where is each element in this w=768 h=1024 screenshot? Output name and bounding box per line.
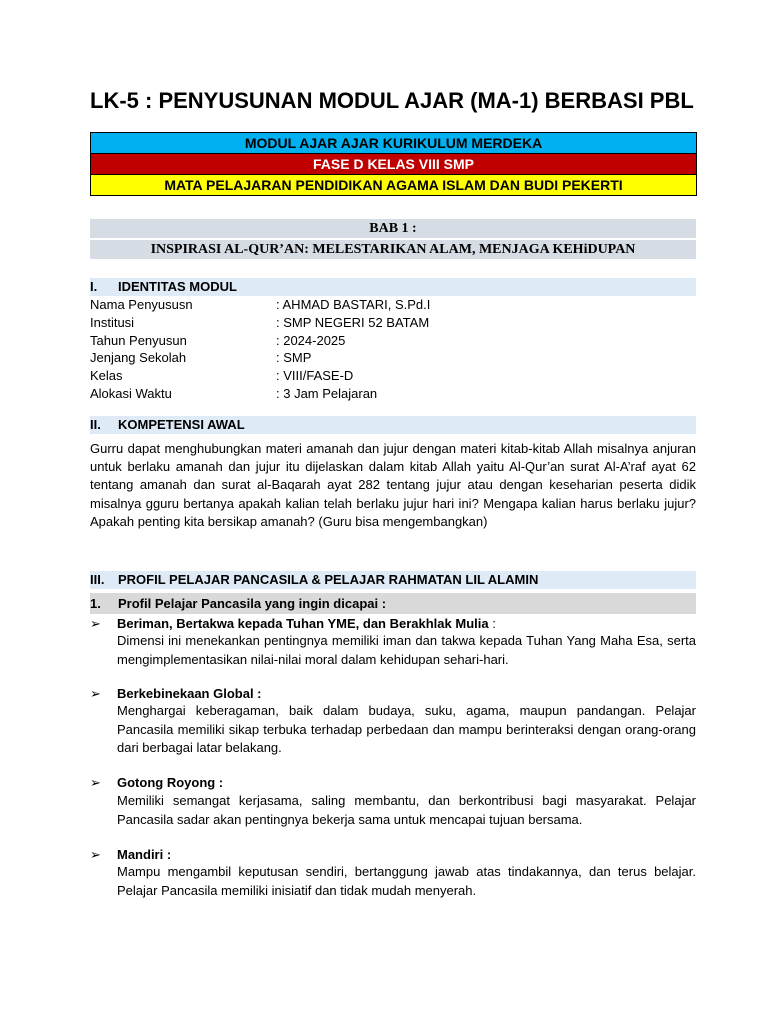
banner-mata-pelajaran: MATA PELAJARAN PENDIDIKAN AGAMA ISLAM DAN BUDI PEKERTI — [90, 174, 697, 196]
profil-item-label: Beriman, Bertakwa kepada Tuhan YME, dan Berakhlak Mulia — [117, 616, 489, 631]
identitas-value: : VIII/FASE-D — [276, 368, 354, 384]
identitas-key: Jenjang Sekolah — [90, 350, 187, 366]
banner-modul-ajar: MODUL AJAR AJAR KURIKULUM MERDEKA — [90, 132, 697, 153]
profil-item-title — [90, 774, 223, 792]
profil-item-title — [90, 615, 496, 633]
section-identitas-heading — [90, 278, 696, 296]
identitas-value: : SMP NEGERI 52 BATAM — [276, 314, 430, 330]
arrow-bullet-icon: ➢ — [90, 775, 101, 790]
profil-item-title — [90, 846, 171, 864]
section-title: PROFIL PELAJAR PANCASILA & PELAJAR RAHMATAN LIL ALAMIN — [118, 572, 539, 587]
identitas-table — [90, 296, 430, 403]
section-number: II. — [90, 417, 101, 432]
bab-number: BAB 1 : — [369, 221, 417, 236]
identitas-value: : SMP — [276, 350, 312, 366]
profil-item-colon: : — [488, 616, 496, 631]
arrow-bullet-icon: ➢ — [90, 686, 101, 701]
identitas-key: Nama Penyususn — [90, 297, 193, 312]
profil-item-label: Gotong Royong : — [117, 775, 224, 790]
identitas-value: : 2024-2025 — [276, 332, 346, 348]
identitas-key: Institusi — [90, 314, 135, 330]
profil-item-label: Berkebinekaan Global : — [117, 686, 262, 701]
bab-title: INSPIRASI AL-QUR’AN: MELESTARIKAN ALAM, MENJAGA KEHiDUPAN — [90, 238, 696, 259]
subsection-number: 1. — [90, 596, 101, 611]
profil-item-text: Mampu mengambil keputusan sendiri, bertanggung jawab atas tindakannya, dan terus belajar. Pelajar Pancasila memiliki inisiatif dan tidak mudah menyerah. — [117, 864, 696, 898]
identitas-row — [90, 349, 430, 367]
identitas-value: : AHMAD BASTARI, S.Pd.I — [276, 297, 431, 312]
identitas-row — [90, 296, 430, 314]
identitas-row — [90, 332, 430, 350]
subsection-profil-heading — [90, 593, 696, 614]
identitas-row — [90, 367, 430, 385]
bab-header — [90, 219, 696, 259]
identitas-row — [90, 385, 430, 403]
identitas-row — [90, 314, 430, 332]
identitas-value: : 3 Jam Pelajaran — [276, 385, 378, 401]
profil-item-label: Mandiri : — [117, 847, 172, 862]
profil-item-title — [90, 685, 262, 703]
arrow-bullet-icon: ➢ — [90, 616, 101, 631]
section-number: III. — [90, 572, 105, 587]
section-title: IDENTITAS MODUL — [118, 279, 237, 294]
identitas-key: Tahun Penyusun — [90, 332, 187, 348]
document-title: LK-5 : PENYUSUNAN MODUL AJAR (MA-1) BERBASI PBL — [90, 88, 694, 113]
section-profil-heading — [90, 571, 696, 589]
profil-item-text: Menghargai keberagaman, baik dalam budaya, suku, agama, maupun pandangan. Pelajar Pancasila memiliki sikap terbuka terhadap perbedaan dan mampu berinteraksi dengan orang-orang dari berbagai latar belakang. — [117, 703, 696, 755]
section-number: I. — [90, 279, 98, 294]
section-title: KOMPETENSI AWAL — [118, 417, 245, 432]
identitas-key: Kelas — [90, 368, 123, 384]
identitas-key: Alokasi Waktu — [90, 385, 172, 401]
banner-fase-kelas: FASE D KELAS VIII SMP — [90, 153, 697, 174]
arrow-bullet-icon: ➢ — [90, 847, 101, 862]
subsection-title: Profil Pelajar Pancasila yang ingin dicapai : — [118, 596, 387, 611]
profil-item-text: Memiliki semangat kerjasama, saling membantu, dan berkontribusi bagi masyarakat. Pelajar Pancasila sadar akan pentingnya bekerja sama untuk mencapai tujuan bersama. — [117, 793, 696, 827]
profil-item-text: Dimensi ini menekankan pentingnya memiliki iman dan takwa kepada Tuhan Yang Maha Esa, serta mengimplementasikan nilai-nilai moral dalam kehidupan sehari-hari. — [117, 633, 696, 667]
section-kompetensi-heading — [90, 416, 696, 434]
kompetensi-paragraph: Gurru dapat menghubungkan materi amanah dan jujur dengan materi kitab-kitab Allah misalnya anjuran untuk berlaku amanah dan jujur itu dijelaskan dalam kitab Allah yaitu Al-Qur’an surat Al-A’raf ayat 62 tentang amanah dan surat al-Baqarah ayat 282 tentang jujur atau dengan keseharian peserta didik misalnya gguru bertanya apakah kalian telah berlaku jujur hari ini? Mengapa kalian harus berlaku jujur? Apakah penting kita bersikap amanah? (Guru bisa mengembangkan) — [90, 441, 696, 529]
